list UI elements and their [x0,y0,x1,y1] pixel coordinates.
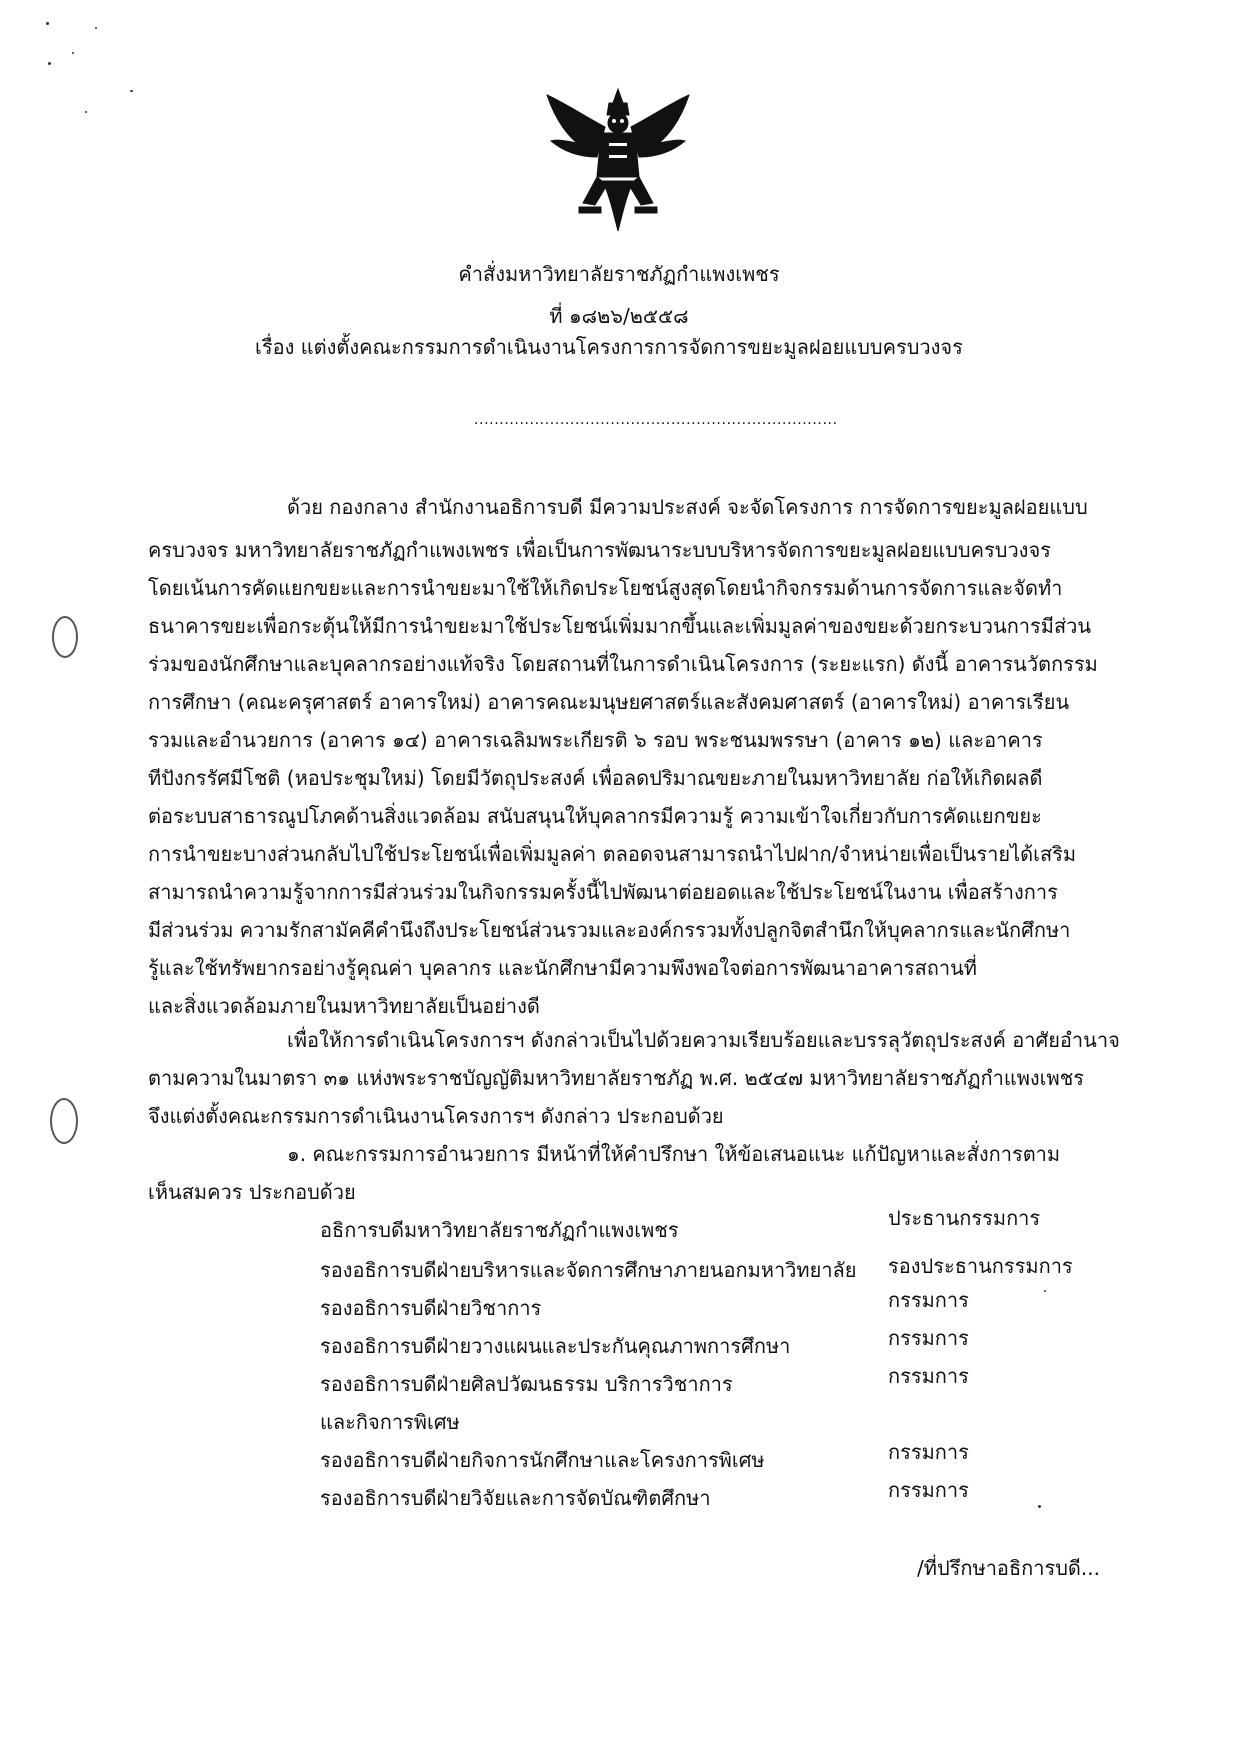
member-role: กรรมการ [888,1440,969,1464]
paragraph-line: รวมและอำนวยการ (อาคาร ๑๔) อาคารเฉลิมพระเกียรติ ๖ รอบ พระชนมพรรษา (อาคาร ๑๒) และอาคาร [148,728,1043,752]
paragraph-line: ธนาคารขยะเพื่อกระตุ้นให้มีการนำขยะมาใช้ประโยชน์เพิ่มมากขึ้นและเพิ่มมูลค่าของขยะด้วยกระบวนการมีส่วน [148,614,1092,638]
member-name: รองอธิการบดีฝ่ายบริหารและจัดการศึกษาภายนอกมหาวิทยาลัย [320,1258,857,1282]
order-number: ที่ ๑๘๒๖/๒๕๕๘ [549,304,689,328]
order-subject: เรื่อง แต่งตั้งคณะกรรมการดำเนินงานโครงการการจัดการขยะมูลฝอยแบบครบวงจร [255,335,963,359]
member-name: รองอธิการบดีฝ่ายวิชาการ [320,1296,542,1320]
member-name: รองอธิการบดีฝ่ายกิจการนักศึกษาและโครงการพิเศษ [320,1448,765,1472]
member-name: อธิการบดีมหาวิทยาลัยราชภัฏกำแพงเพชร [320,1218,679,1242]
member-role: กรรมการ [888,1478,969,1502]
paragraph-line: ด้วย กองกลาง สำนักงานอธิการบดี มีความประสงค์ จะจัดโครงการ การจัดการขยะมูลฝอยแบบ [287,495,1088,519]
continued-note: /ที่ปรึกษาอธิการบดี... [917,1556,1100,1580]
paragraph-line: ตามความในมาตรา ๓๑ แห่งพระราชบัญญัติมหาวิทยาลัยราชภัฏ พ.ศ. ๒๕๔๗ มหาวิทยาลัยราชภัฏกำแพงเพชร [148,1066,1085,1090]
member-name: รองอธิการบดีฝ่ายวิจัยและการจัดบัณฑิตศึกษา [320,1486,711,1510]
member-role: ประธานกรรมการ [888,1206,1041,1230]
member-name: รองอธิการบดีฝ่ายวางแผนและประกันคุณภาพการศึกษา [320,1334,791,1358]
paragraph-line: รู้และใช้ทรัพยากรอย่างรู้คุณค่า บุคลากร และนักศึกษามีความพึงพอใจต่อการพัฒนาอาคารสถานที่ [148,956,977,980]
member-role: กรรมการ [888,1364,969,1388]
section-heading: ๑. คณะกรรมการอำนวยการ มีหน้าที่ให้คำปรึกษา ให้ข้อเสนอแนะ แก้ปัญหาและสั่งการตาม [287,1142,1061,1166]
paragraph-line: มีส่วนร่วม ความรักสามัคคีคำนึงถึงประโยชน์ส่วนรวมและองค์กรรวมทั้งปลูกจิตสำนึกให้บุคลากรและนักศึกษา [148,918,1071,942]
paragraph-line: การศึกษา (คณะครุศาสตร์ อาคารใหม่) อาคารคณะมนุษยศาสตร์และสังคมศาสตร์ (อาคารใหม่) อาคารเรียน [148,690,1070,714]
member-role: รองประธานกรรมการ [888,1254,1073,1278]
paragraph-line: สามารถนำความรู้จากการมีส่วนร่วมในกิจกรรมครั้งนี้ไปพัฒนาต่อยอดและใช้ประโยชน์ในงาน เพื่อสร้างการ [148,880,1058,904]
order-title: คำสั่งมหาวิทยาลัยราชภัฏกำแพงเพชร [458,262,780,286]
paragraph-line: ครบวงจร มหาวิทยาลัยราชภัฏกำแพงเพชร เพื่อเป็นการพัฒนาระบบบริหารจัดการขยะมูลฝอยแบบครบวงจร [148,538,1051,562]
paragraph-line: และสิ่งแวดล้อมภายในมหาวิทยาลัยเป็นอย่างดี [148,994,540,1018]
paragraph-line: โดยเน้นการคัดแยกขยะและการนำขยะมาใช้ให้เกิดประโยชน์สูงสุดโดยนำกิจกรรมด้านการจัดการและจัดทำ [148,576,1063,600]
paragraph-line: ทีปังกรรัศมีโชติ (หอประชุมใหม่) โดยมีวัตถุประสงค์ เพื่อลดปริมาณขยะภายในมหาวิทยาลัย ก่อให้เกิดผลดี [148,766,1043,790]
paragraph-line: เห็นสมควร ประกอบด้วย [148,1180,356,1204]
paragraph-line: ร่วมของนักศึกษาและบุคลากรอย่างแท้จริง โดยสถานที่ในการดำเนินโครงการ (ระยะแรก) ดังนี้ อาคารนวัตกรรม [148,652,1098,676]
header-separator: ........................................................................ [474,412,838,428]
member-name: และกิจการพิเศษ [320,1410,460,1434]
paragraph-line: การนำขยะบางส่วนกลับไปใช้ประโยชน์เพื่อเพิ่มมูลค่า ตลอดจนสามารถนำไปฝาก/จำหน่ายเพื่อเป็นรายได้เสริม [148,842,1077,866]
paragraph-line: เพื่อให้การดำเนินโครงการฯ ดังกล่าวเป็นไปด้วยความเรียบร้อยและบรรลุวัตถุประสงค์ อาศัยอำนาจ [287,1028,1120,1052]
paragraph-line: จึงแต่งตั้งคณะกรรมการดำเนินงานโครงการฯ ดังกล่าว ประกอบด้วย [148,1104,724,1128]
member-role: กรรมการ [888,1326,969,1350]
member-role: กรรมการ [888,1288,969,1312]
paragraph-line: ต่อระบบสาธารณูปโภคด้านสิ่งแวดล้อม สนับสนุนให้บุคลากรมีความรู้ ความเข้าใจเกี่ยวกับการคัดแยกขยะ [148,804,1042,828]
member-name: รองอธิการบดีฝ่ายศิลปวัฒนธรรม บริการวิชาการ [320,1372,733,1396]
